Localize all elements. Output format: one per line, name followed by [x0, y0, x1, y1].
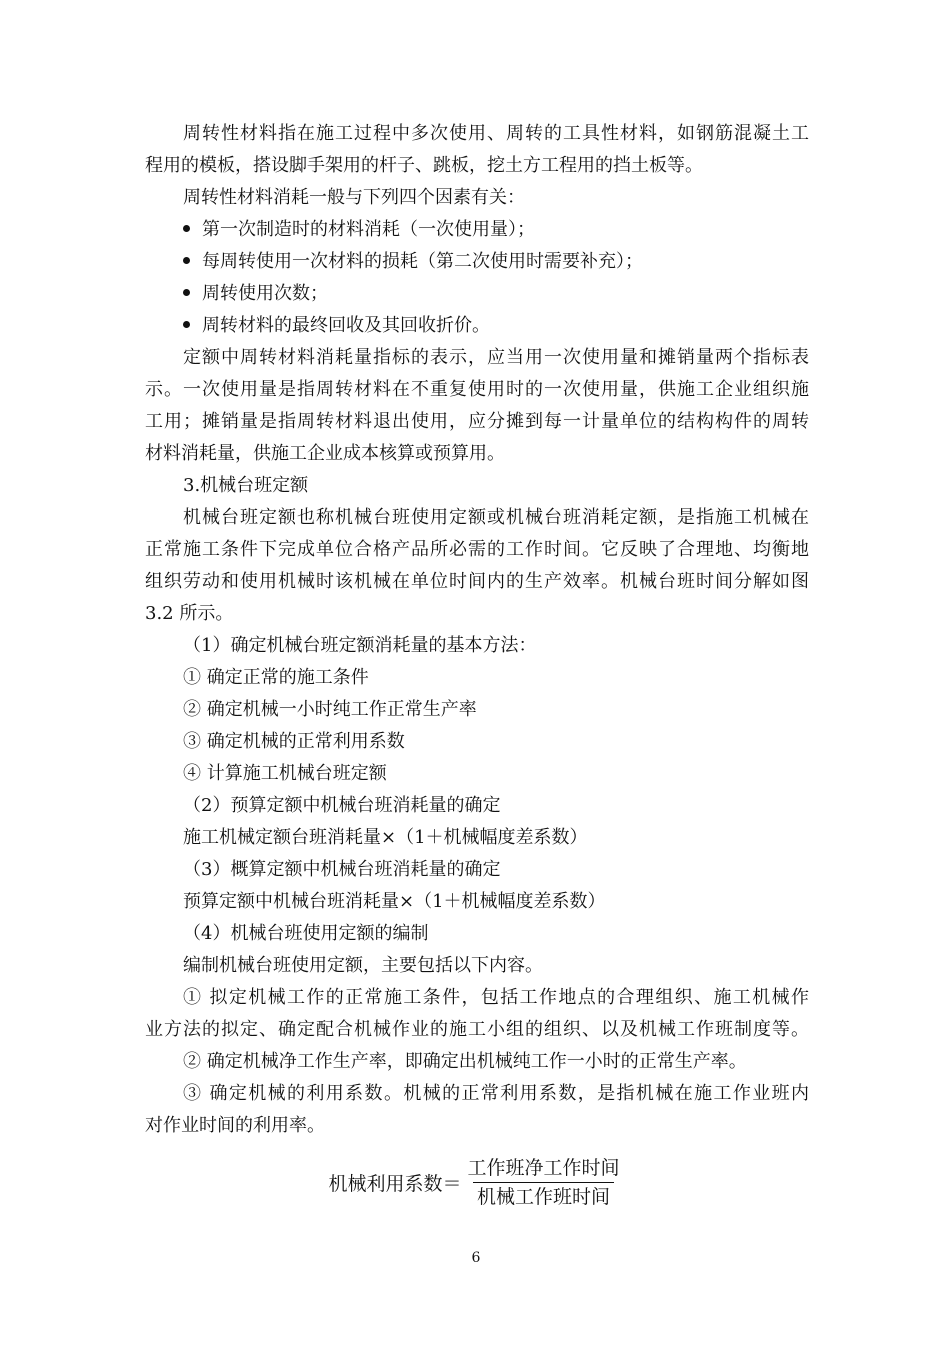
paragraph-line: ② 确定机械净工作生产率，即确定出机械纯工作一小时的正常生产率。: [183, 1051, 747, 1072]
bullet-item: [145, 246, 809, 278]
paragraph-line: 对作业时间的利用率。: [145, 1115, 325, 1136]
paragraph-line: 材料消耗量，供施工企业成本核算或预算用。: [145, 443, 505, 464]
bullet-text: 周转使用次数；: [202, 283, 328, 304]
list-item: ④ 计算施工机械台班定额: [183, 763, 387, 784]
bullet-item: [145, 214, 809, 246]
page-number: 6: [471, 1250, 481, 1266]
bullet-text: 第一次制造时的材料消耗（一次使用量）；: [202, 219, 535, 240]
section-heading: 3.机械台班定额: [183, 475, 309, 496]
subheading: （3）概算定额中机械台班消耗量的确定: [183, 859, 501, 880]
paragraph-line: 周转性材料指在施工过程中多次使用、周转的工具性材料，如钢筋混凝土工: [183, 123, 809, 144]
subheading: （4）机械台班使用定额的编制: [183, 923, 429, 944]
subheading: （2）预算定额中机械台班消耗量的确定: [183, 795, 501, 816]
paragraph-line: 正常施工条件下完成单位合格产品所必需的工作时间。它反映了合理地、均衡地: [145, 539, 809, 560]
paragraph-line: 施工机械定额台班消耗量×（1＋机械幅度差系数）: [183, 827, 588, 848]
bullet-icon: [183, 257, 190, 264]
list-item: ① 确定正常的施工条件: [183, 667, 369, 688]
bullet-item: [145, 310, 809, 342]
paragraph-line: 程用的模板，搭设脚手架用的杆子、跳板，挖土方工程用的挡土板等。: [145, 155, 703, 176]
page-body: [145, 118, 809, 1142]
formula-fraction: [464, 1156, 624, 1209]
bullet-text: 周转材料的最终回收及其回收折价。: [202, 315, 490, 336]
paragraph-line: 定额中周转材料消耗量指标的表示，应当用一次使用量和摊销量两个指标表: [183, 347, 809, 368]
bullet-icon: [183, 225, 190, 232]
paragraph-line: 预算定额中机械台班消耗量×（1＋机械幅度差系数）: [183, 891, 606, 912]
paragraph-line: 组织劳动和使用机械时该机械在单位时间内的生产效率。机械台班时间分解如图: [145, 571, 809, 592]
list-item: ③ 确定机械的正常利用系数: [183, 731, 405, 752]
paragraph-line: 3.2 所示。: [145, 603, 234, 624]
paragraph-line: 工用；摊销量是指周转材料退出使用，应分摊到每一计量单位的结构构件的周转: [145, 411, 809, 432]
bullet-icon: [183, 321, 190, 328]
paragraph-line: ① 拟定机械工作的正常施工条件，包括工作地点的合理组织、施工机械作: [183, 987, 809, 1008]
bullet-item: [145, 278, 809, 310]
formula-numerator: 工作班净工作时间: [467, 1156, 620, 1179]
subheading: （1）确定机械台班定额消耗量的基本方法：: [183, 635, 537, 656]
paragraph-line: 周转性材料消耗一般与下列四个因素有关：: [183, 187, 525, 208]
list-item: ② 确定机械一小时纯工作正常生产率: [183, 699, 477, 720]
paragraph-line: 业方法的拟定、确定配合机械作业的施工小组的组织、以及机械工作班制度等。: [145, 1019, 809, 1040]
formula-lhs: 机械利用系数＝: [328, 1172, 462, 1195]
paragraph-line: ③ 确定机械的利用系数。机械的正常利用系数，是指机械在施工作业班内: [183, 1083, 809, 1104]
paragraph-line: 机械台班定额也称机械台班使用定额或机械台班消耗定额，是指施工机械在: [183, 507, 809, 528]
paragraph-line: 编制机械台班使用定额，主要包括以下内容。: [183, 955, 543, 976]
formula-denominator: 机械工作班时间: [473, 1182, 614, 1209]
bullet-icon: [183, 289, 190, 296]
paragraph-line: 示。一次使用量是指周转材料在不重复使用时的一次使用量，供施工企业组织施: [145, 379, 809, 400]
formula: [0, 1152, 952, 1212]
bullet-text: 每周转使用一次材料的损耗（第二次使用时需要补充）；: [202, 251, 643, 272]
